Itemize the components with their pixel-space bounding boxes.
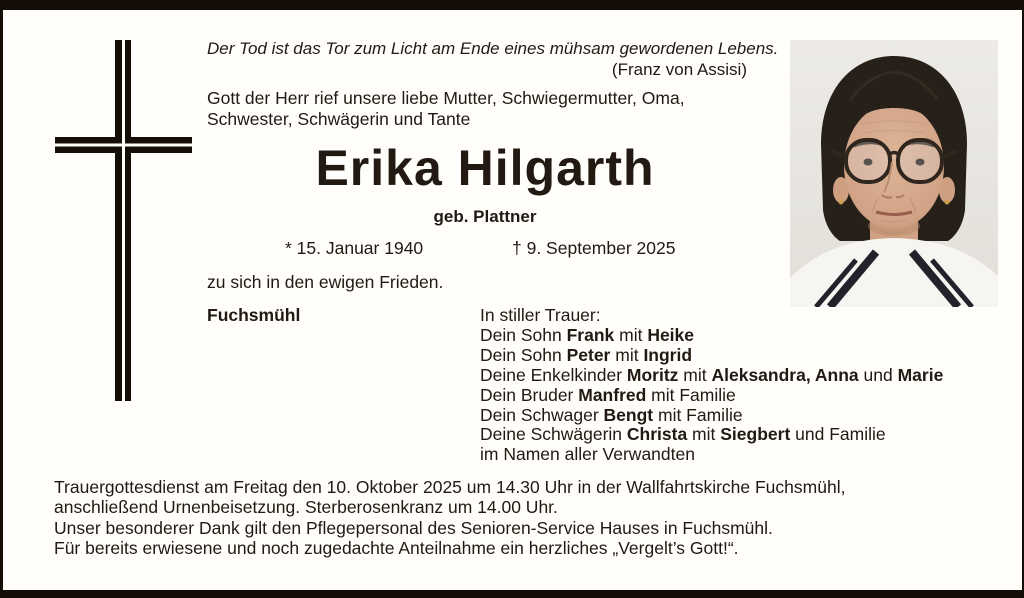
mourning-lines: [480, 326, 943, 465]
mourners-list: [480, 306, 943, 465]
closing-line: zu sich in den ewigen Frieden.: [207, 272, 444, 292]
mourner-line: im Namen aller Verwandten: [480, 444, 695, 465]
mourner-line: Dein Schwager Bengt mit Familie: [480, 404, 743, 425]
mourning-header: In stiller Trauer:: [480, 305, 601, 325]
service-details: [54, 477, 845, 558]
service-detail-line: Trauergottesdienst am Freitag den 10. Oktober 2025 um 14.30 Uhr in der Wallfahrtskirche Fuchsmühl,: [54, 477, 846, 497]
intro-text: [207, 88, 685, 129]
quote-attribution: (Franz von Assisi): [611, 60, 747, 79]
deceased-name: Erika Hilgarth: [315, 140, 655, 196]
frame-bottom-bar: [0, 590, 1024, 598]
place-name: Fuchsmühl: [207, 305, 301, 325]
mourner-line: Dein Bruder Manfred mit Familie: [480, 384, 736, 405]
intro-line: Gott der Herr rief unsere liebe Mutter, Schwiegermutter, Oma,: [207, 88, 685, 108]
maiden-name: geb. Plattner: [433, 207, 537, 226]
frame-top-bar: [0, 0, 1024, 10]
service-detail-line: anschließend Urnenbeisetzung. Sterberosenkranz um 14.00 Uhr.: [54, 497, 558, 518]
mourner-line: Dein Sohn Peter mit Ingrid: [480, 344, 693, 365]
portrait-photo: [790, 40, 998, 307]
intro-line: Schwester, Schwägerin und Tante: [207, 108, 471, 129]
death-date: † 9. September 2025: [512, 238, 676, 258]
birth-date: * 15. Januar 1940: [285, 238, 424, 258]
mourner-line: Deine Enkelkinder Moritz mit Aleksandra, Anna und Marie: [480, 364, 944, 385]
frame-left-bar: [0, 0, 3, 598]
quote-block: [207, 38, 779, 80]
cross-icon: [55, 40, 192, 401]
quote-text: Der Tod ist das Tor zum Licht am Ende eines mühsam gewordenen Lebens.: [207, 39, 779, 58]
service-detail-line: Unser besonderer Dank gilt den Pflegepersonal des Senioren-Service Hauses in Fuchsmühl.: [54, 517, 773, 538]
service-detail-line: Für bereits erwiesene und noch zugedachte Anteilnahme ein herzliches „Vergelt’s Gott!“.: [54, 537, 739, 558]
mourner-line: Dein Sohn Frank mit Heike: [480, 324, 695, 345]
mourner-line: Deine Schwägerin Christa mit Siegbert und Familie: [480, 424, 886, 445]
